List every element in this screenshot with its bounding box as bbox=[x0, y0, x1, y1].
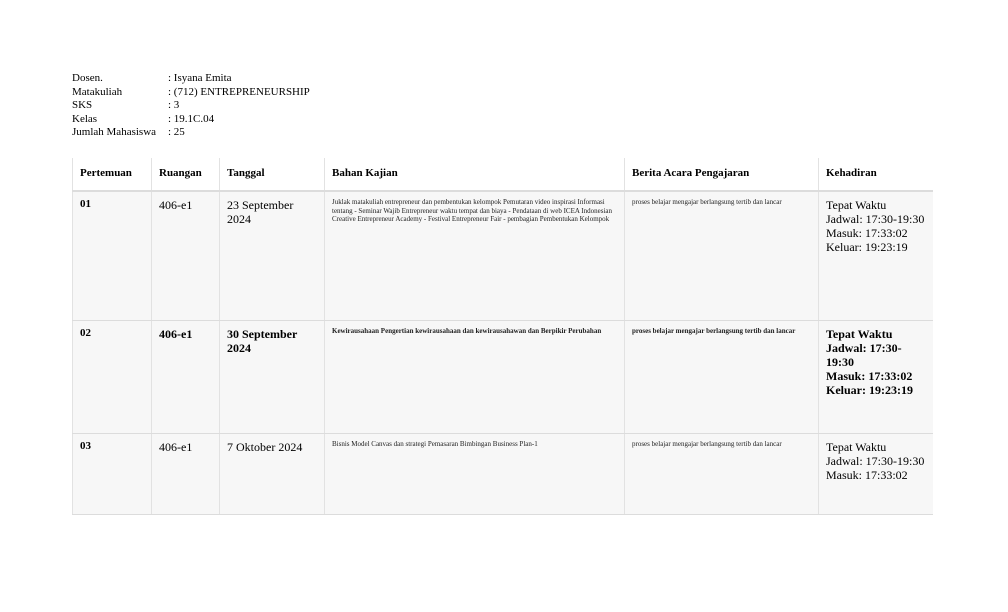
cell-kehadiran bbox=[819, 321, 933, 434]
info-row-matakuliah bbox=[72, 86, 310, 100]
table-header-row bbox=[73, 158, 933, 191]
attendance-masuk: Masuk: 17:33:02 bbox=[826, 468, 908, 482]
sks-value: : 3 bbox=[168, 99, 180, 112]
table-row bbox=[73, 191, 933, 321]
jumlah-label: Jumlah Mahasiswa bbox=[72, 126, 157, 139]
attendance-status: Tepat Waktu bbox=[826, 440, 887, 454]
header-kehadiran: Kehadiran bbox=[819, 158, 933, 191]
cell-bahan-kajian: Juklak matakuliah entrepreneur dan pembentukan kelompok Pemutaran video inspirasi Informasi tentang - Seminar Wajib Entrepreneur waktu tempat dan biaya - Pendataan di web ICEA Indonesian Creative Entrepreneur Academy - Festival Entrepreneur Fair - pembagian Pembentukan Kelompok bbox=[325, 191, 625, 321]
header-ruangan: Ruangan bbox=[152, 158, 220, 191]
header-tanggal: Tanggal bbox=[220, 158, 325, 191]
cell-ruangan: 406-e1 bbox=[152, 434, 220, 515]
matakuliah-value: : (712) ENTREPRENEURSHIP bbox=[168, 85, 310, 98]
cell-tanggal: 23 September 2024 bbox=[220, 191, 325, 321]
cell-tanggal: 30 September 2024 bbox=[220, 321, 325, 434]
attendance-jadwal: Jadwal: 17:30-19:30 bbox=[826, 212, 925, 226]
info-row-jumlah bbox=[72, 126, 310, 140]
attendance-jadwal: Jadwal: 17:30-19:30 bbox=[826, 454, 925, 468]
kelas-value: : 19.1C.04 bbox=[168, 112, 215, 125]
cell-berita-acara: proses belajar mengajar berlangsung tertib dan lancar bbox=[625, 434, 819, 515]
table-row bbox=[73, 434, 933, 515]
attendance-masuk: Masuk: 17:33:02 bbox=[826, 226, 908, 240]
header-berita-acara: Berita Acara Pengajaran bbox=[625, 158, 819, 191]
cell-ruangan: 406-e1 bbox=[152, 321, 220, 434]
cell-ruangan: 406-e1 bbox=[152, 191, 220, 321]
cell-tanggal: 7 Oktober 2024 bbox=[220, 434, 325, 515]
dosen-value: : Isyana Emita bbox=[168, 72, 232, 84]
course-info bbox=[72, 72, 310, 140]
cell-pertemuan: 01 bbox=[73, 191, 152, 321]
cell-kehadiran bbox=[819, 191, 933, 321]
sks-label: SKS bbox=[72, 99, 93, 112]
attendance-keluar: Keluar: 19:23:19 bbox=[826, 240, 908, 254]
matakuliah-label: Matakuliah bbox=[72, 85, 123, 98]
attendance-keluar: Keluar: 19:23:19 bbox=[826, 383, 913, 397]
attendance-table bbox=[72, 158, 933, 515]
dosen-label: Dosen. bbox=[72, 72, 103, 84]
header-bahan-kajian: Bahan Kajian bbox=[325, 158, 625, 191]
cell-bahan-kajian: Bisnis Model Canvas dan strategi Pemasaran Bimbingan Business Plan-1 bbox=[325, 434, 625, 515]
cell-berita-acara: proses belajar mengajar berlangsung tertib dan lancar bbox=[625, 321, 819, 434]
attendance-status: Tepat Waktu bbox=[826, 198, 887, 212]
cell-pertemuan: 03 bbox=[73, 434, 152, 515]
attendance-masuk: Masuk: 17:33:02 bbox=[826, 369, 913, 383]
cell-bahan-kajian: Kewirausahaan Pengertian kewirausahaan dan kewirausahawan dan Berpikir Perubahan bbox=[325, 321, 625, 434]
attendance-status: Tepat Waktu bbox=[826, 327, 893, 341]
jumlah-value: : 25 bbox=[168, 126, 185, 139]
attendance-jadwal: Jadwal: 17:30-19:30 bbox=[826, 341, 902, 369]
cell-kehadiran bbox=[819, 434, 933, 515]
header-pertemuan: Pertemuan bbox=[73, 158, 152, 191]
info-row-dosen bbox=[72, 72, 310, 86]
info-row-sks bbox=[72, 99, 310, 113]
cell-berita-acara: proses belajar mengajar berlangsung tertib dan lancar bbox=[625, 191, 819, 321]
cell-pertemuan: 02 bbox=[73, 321, 152, 434]
kelas-label: Kelas bbox=[72, 112, 98, 125]
table-row bbox=[73, 321, 933, 434]
info-row-kelas bbox=[72, 113, 310, 127]
